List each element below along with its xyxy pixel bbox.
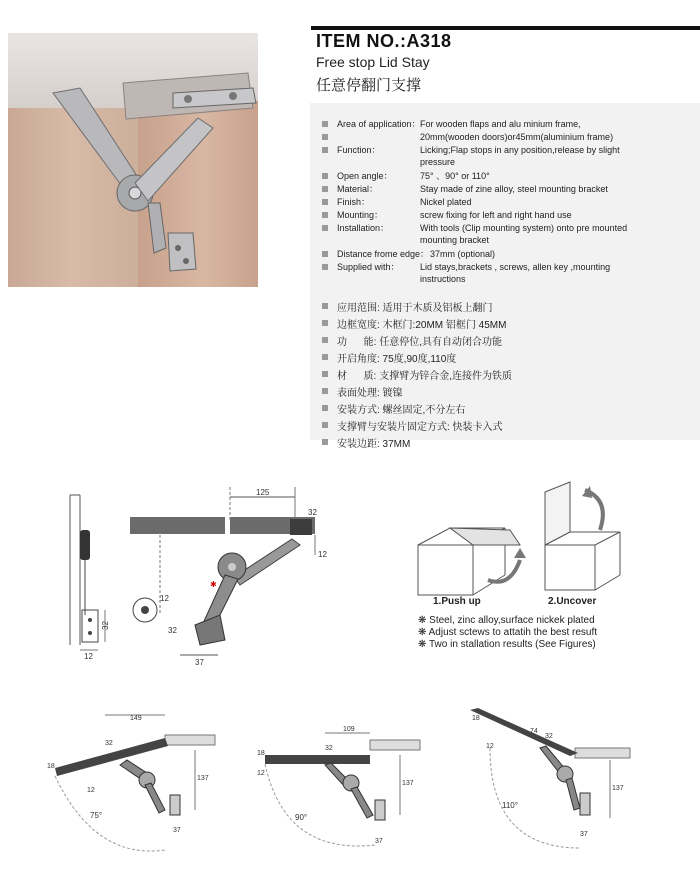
angle-label: 110° [502, 801, 518, 810]
dim-label: 137 [402, 780, 414, 787]
spec-value: pressure [420, 157, 456, 167]
dim-label: 18 [47, 763, 55, 770]
step-push-up-label: 1.Push up [433, 596, 481, 607]
dim-label: 32 [101, 621, 110, 630]
spec-label: Area of application： [337, 119, 421, 129]
dim-label: 12 [87, 787, 95, 794]
spec-value: 37mm (optional) [430, 249, 496, 259]
bullet-icon: ❋ [418, 627, 429, 638]
dim-label: 32 [545, 733, 553, 740]
spec-value: Nickel plated [420, 197, 472, 207]
note-item [418, 639, 596, 650]
bullet-icon: ❋ [418, 639, 429, 650]
note-text: Adjust sctews to attatih the best resuft [428, 627, 598, 638]
svg-text:✱: ✱ [210, 580, 217, 589]
spec-cn: 材 质: 支撑臂为锌合金,连接件为铁质 [337, 371, 513, 382]
spec-cn: 安装边距: 37MM [337, 439, 411, 450]
title-rule [311, 26, 700, 30]
spec-cn: 支撑臂与安装片固定方式: 快装卡入式 [337, 422, 503, 433]
bullet [322, 388, 328, 394]
spec-value: Stay made of zine alloy, steel mounting bracket [420, 184, 608, 194]
dim-label: 32 [308, 508, 317, 517]
bullet [322, 303, 328, 309]
spec-cn: 安装方式: 螺丝固定,不分左右 [337, 405, 466, 416]
spec-cn: 表面处理: 镀镍 [337, 388, 403, 399]
dim-label: 18 [257, 750, 265, 757]
bullet [322, 225, 328, 231]
spec-value: mounting bracket [420, 235, 490, 245]
dim-label: 37 [375, 838, 383, 845]
spec-value: instructions [420, 274, 466, 284]
spec-panel [310, 103, 700, 450]
spec-value: For wooden flaps and alu minium frame, [420, 119, 581, 129]
spec-value: Licking;Flap stops in any position,release by slight [420, 145, 620, 155]
spec-value: 20mm(wooden doors)or45mm(aluminium frame) [420, 132, 614, 142]
spec-label: Function： [337, 145, 381, 155]
spec-cn: 开启角度: 75度,90度,110度 [337, 354, 457, 365]
bullet [322, 354, 328, 360]
bullet-icon: ❋ [418, 615, 430, 626]
dim-label: 32 [168, 626, 177, 635]
bullet [322, 186, 328, 192]
product-name-en: Free stop Lid Stay [316, 54, 430, 70]
installation-drawing [60, 475, 360, 675]
spec-label: Installation： [337, 223, 390, 233]
product-name-cn: 任意停翻门支撑 [316, 77, 422, 94]
dim-label: 12 [486, 743, 494, 750]
bullet [322, 134, 328, 140]
dim-label: 74 [530, 728, 538, 735]
spec-label: Finish： [337, 197, 371, 207]
dim-label: 137 [612, 785, 624, 792]
bullet [322, 439, 328, 445]
note-item [418, 615, 595, 626]
angle-drawing-75 [35, 710, 235, 860]
bullet [322, 199, 328, 205]
spec-label: Open angle： [337, 171, 393, 181]
angle-label: 90° [295, 813, 308, 822]
dim-label: 12 [84, 652, 93, 661]
bullet [322, 371, 328, 377]
bullet [322, 264, 328, 270]
dim-label: 32 [105, 740, 113, 747]
dim-label: 12 [318, 550, 327, 559]
note-item [418, 627, 597, 638]
spec-cn: 功 能: 任意停位,具有自动闭合功能 [337, 337, 503, 348]
dim-label: 37 [580, 831, 588, 838]
spec-label: Distance frome edge： [337, 249, 430, 259]
bullet [322, 320, 328, 326]
note-text: Two in stallation results (See Figures) [428, 639, 596, 650]
bullet [322, 405, 328, 411]
product-photo [8, 33, 258, 287]
step-uncover-label: 2.Uncover [548, 596, 597, 607]
bullet [322, 147, 328, 153]
spec-value: Lid stays,brackets , screws, allen key ,mounting [420, 262, 611, 272]
spec-value: With tools (Clip mounting system) onto pre mounted [420, 223, 628, 233]
bullet [322, 251, 328, 257]
bullet [322, 337, 328, 343]
operation-steps [410, 480, 625, 605]
item-number: ITEM NO.:A318 [316, 31, 452, 51]
dim-label: 149 [130, 715, 142, 722]
spec-value: 75° 、90° or 110° [420, 171, 490, 181]
spec-label: Mounting： [337, 210, 384, 220]
dim-label: 37 [195, 658, 204, 667]
spec-cn: 应用范围: 适用于木质及铝板上翻门 [337, 303, 493, 314]
angle-drawing-90 [255, 725, 455, 865]
bullet [322, 422, 328, 428]
bullet [322, 212, 328, 218]
angle-drawing-110 [470, 708, 690, 863]
bullet [322, 173, 328, 179]
spec-value: screw fixing for left and right hand use [420, 210, 572, 220]
photo-lid-stay-illustration [8, 33, 258, 287]
dim-label: 12 [257, 770, 265, 777]
spec-label: Material： [337, 184, 379, 194]
bullet [322, 121, 328, 127]
dim-label: 125 [256, 488, 270, 497]
dim-label: 12 [160, 594, 169, 603]
dim-label: 32 [325, 745, 333, 752]
spec-label: Supplied with： [337, 262, 400, 272]
note-text: Steel, zinc alloy,surface nickek plated [429, 615, 595, 626]
dim-label: 18 [472, 715, 480, 722]
angle-label: 75° [90, 811, 103, 820]
spec-cn: 边框宽度: 木框门:20MM 铝框门 45MM [337, 320, 507, 331]
dim-label: 109 [343, 726, 355, 733]
dim-label: 137 [197, 775, 209, 782]
hinge-side-icon [80, 530, 90, 560]
dim-label: 37 [173, 827, 181, 834]
